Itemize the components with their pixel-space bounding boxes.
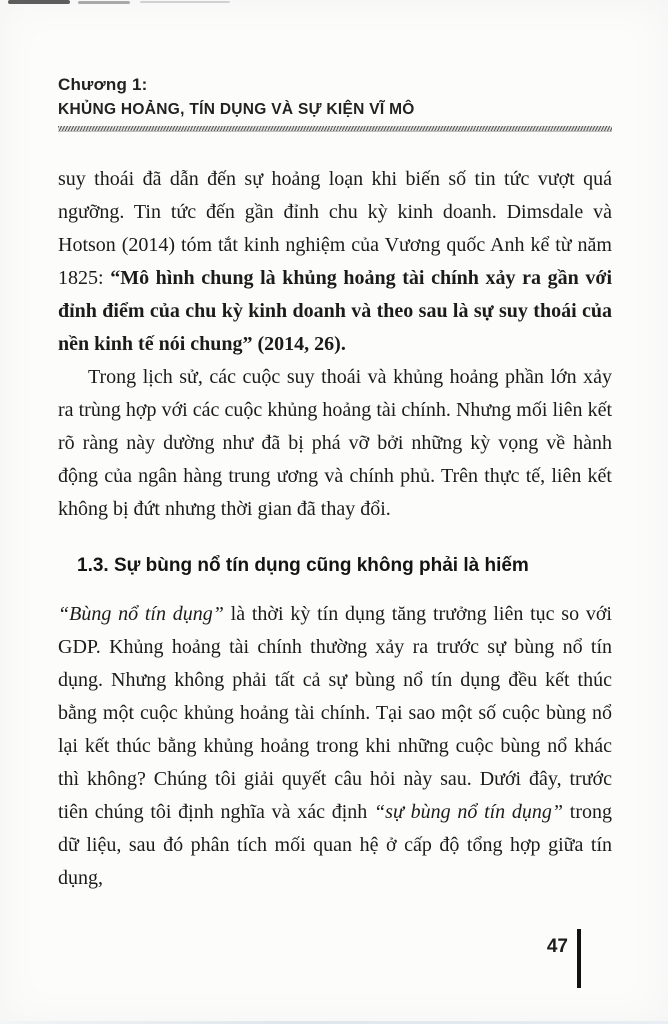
italic-term: “Bùng nổ tín dụng” xyxy=(58,603,224,625)
bold-quotation: “Mô hình chung là khủng hoảng tài chính xảy ra gần với đỉnh điểm của chu kỳ kinh doanh và theo sau là sự suy thoái của nền kinh tế nói chung” (2014, 26). xyxy=(58,267,612,355)
paragraph-2 xyxy=(58,361,612,526)
body-text-segment: Trong lịch sử, các cuộc suy thoái và khủng hoảng phần lớn xảy ra trùng hợp với các cuộc khủng hoảng tài chính. Nhưng mối liên kết rõ ràng này dường như đã bị phá vỡ bởi những kỳ vọng về hành động của ngân hàng trung ương và chính phủ. Trên thực tế, liên kết không bị đứt nhưng thời gian đã thay đổi. xyxy=(58,366,612,520)
scan-artifact xyxy=(140,1,230,3)
scan-artifact xyxy=(8,0,70,4)
body-text-segment: trong dữ liệu, sau đó phân tích mối quan hệ ở cấp độ tổng hợp giữa tín dụng, xyxy=(58,801,612,889)
section-heading: 1.3. Sự bùng nổ tín dụng cũng không phải là hiếm xyxy=(77,555,529,576)
chapter-label: Chương 1: xyxy=(58,75,148,94)
chapter-title: KHỦNG HOẢNG, TÍN DỤNG VÀ SỰ KIỆN VĨ MÔ xyxy=(58,101,415,118)
body-text-segment: suy thoái đã dẫn đến sự hoảng loạn khi biến số tin tức vượt quá ngưỡng. Tin tức đến gần đỉnh chu kỳ kinh doanh. Dimsdale và Hotson (2014) tóm tắt kinh nghiệm của Vương quốc Anh kể từ năm 1825: xyxy=(58,168,612,289)
paragraph-1 xyxy=(58,163,612,361)
body-text-segment: là thời kỳ tín dụng tăng trưởng liên tục so với GDP. Khủng hoảng tài chính thường xảy ra trước sự bùng nổ tín dụng. Nhưng không phải tất cả sự bùng nổ tín dụng đều kết thúc bằng một cuộc khủng hoảng tài chính. Tại sao một số cuộc bùng nổ lại kết thúc bằng khủng hoảng trong khi những cuộc bùng nổ khác thì không? Chúng tôi giải quyết câu hỏi này sau. Dưới đây, trước tiên chúng tôi định nghĩa và xác định xyxy=(58,603,612,823)
scan-artifact xyxy=(78,1,130,4)
italic-term: “sự bùng nổ tín dụng” xyxy=(374,801,564,823)
page-number: 47 xyxy=(546,936,568,957)
paragraph-3 xyxy=(58,598,612,895)
chapter-header xyxy=(58,72,612,132)
page-body xyxy=(58,163,612,895)
header-rule xyxy=(58,126,612,132)
page-number-rule xyxy=(577,929,581,988)
